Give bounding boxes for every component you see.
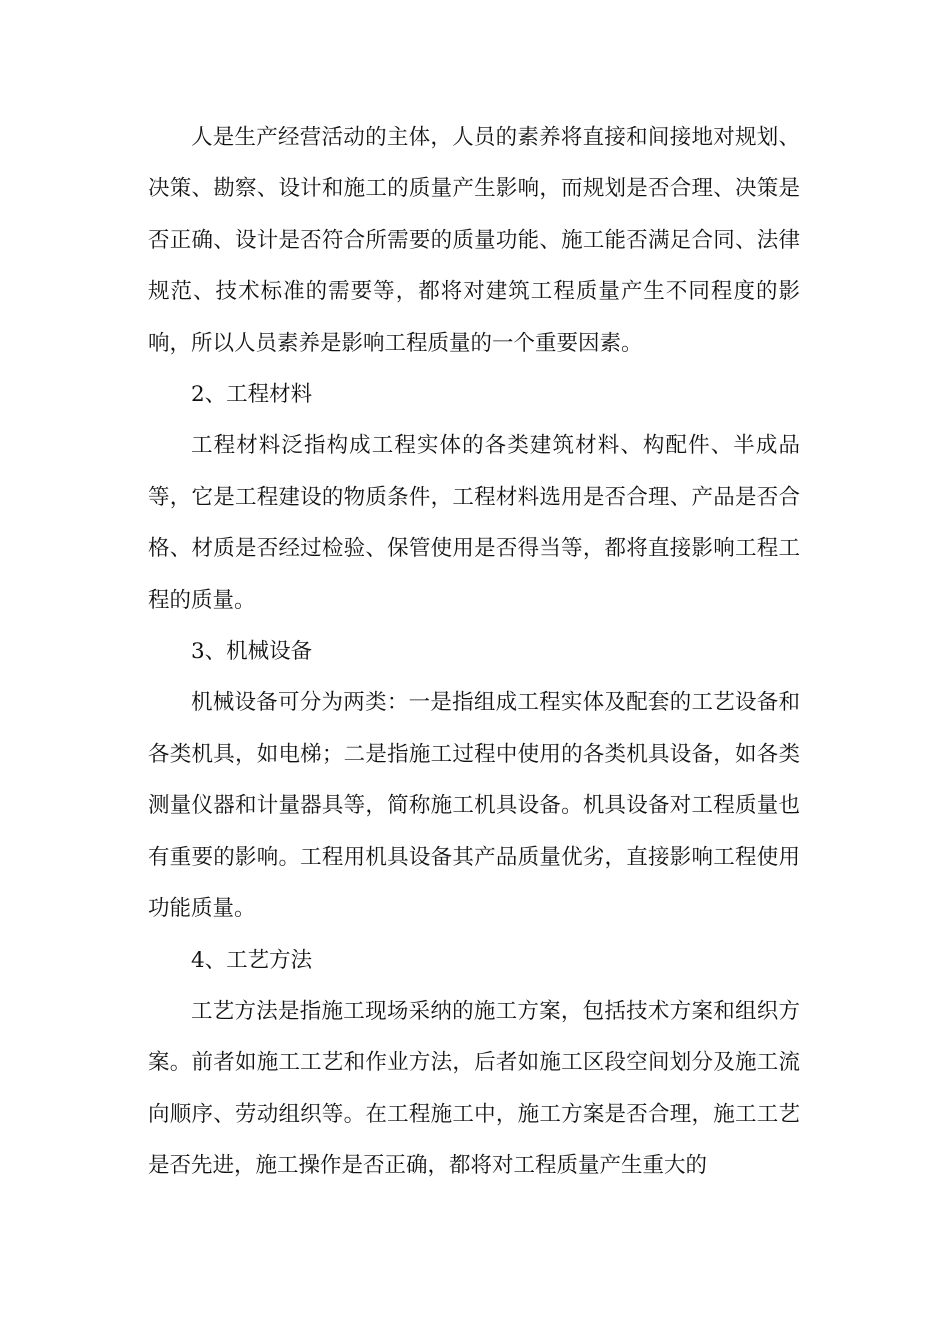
document-body <box>148 112 800 1192</box>
section-heading-engineering-materials: 2、工程材料 <box>191 382 313 408</box>
paragraph-personnel-quality: 人是生产经营活动的主体，人员的素养将直接和间接地对规划、决策、勘察、设计和施工的质量产生影响，而规划是否合理、决策是否正确、设计是否符合所需要的质量功能、施工能否满足合同、法律规范、技术标准的需要等，都将对建筑工程质量产生不同程度的影响，所以人员素养是影响工程质量的一个重要因素。 <box>148 125 800 356</box>
section-heading-process-methods: 4、工艺方法 <box>191 947 313 973</box>
paragraph-engineering-materials: 工程材料泛指构成工程实体的各类建筑材料、构配件、半成品等，它是工程建设的物质条件，工程材料选用是否合理、产品是否合格、材质是否经过检验、保管使用是否得当等，都将直接影响工程工程的质量。 <box>148 433 800 613</box>
paragraph-process-methods: 工艺方法是指施工现场采纳的施工方案，包括技术方案和组织方案。前者如施工工艺和作业方法，后者如施工区段空间划分及施工流向顺序、劳动组织等。在工程施工中，施工方案是否合理，施工工艺是否先进，施工操作是否正确，都将对工程质量产生重大的 <box>148 998 800 1179</box>
paragraph-mechanical-equipment: 机械设备可分为两类：一是指组成工程实体及配套的工艺设备和各类机具，如电梯；二是指施工过程中使用的各类机具设备，如各类测量仪器和计量器具等，简称施工机具设备。机具设备对工程质量也有重要的影响。工程用机具设备其产品质量优劣，直接影响工程使用功能质量。 <box>148 690 800 922</box>
section-heading-mechanical-equipment: 3、机械设备 <box>191 639 313 665</box>
